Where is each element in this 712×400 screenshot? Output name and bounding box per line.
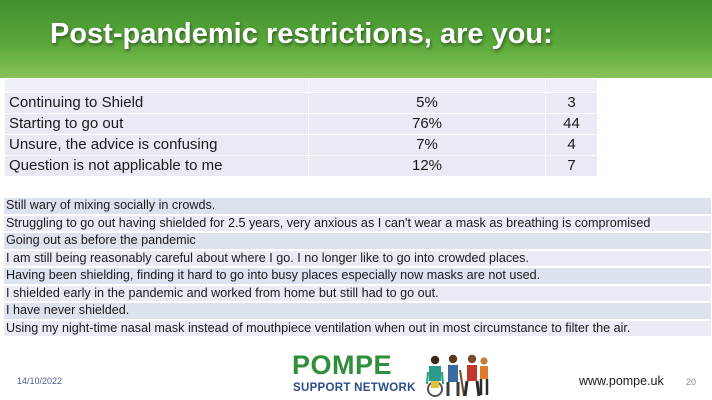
footer-url: www.pompe.uk xyxy=(579,374,664,388)
page-number: 20 xyxy=(686,377,697,387)
answer-cell: Question is not applicable to me xyxy=(5,156,309,177)
comments-table xyxy=(4,198,711,338)
results-table xyxy=(4,78,598,177)
comment-row xyxy=(4,232,711,250)
logo-tagline: SUPPORT NETWORK xyxy=(293,382,416,394)
count-cell: 7 xyxy=(546,156,598,177)
comment-row xyxy=(4,320,711,338)
table-row xyxy=(5,156,598,177)
table-row xyxy=(5,114,598,135)
footer-date: 14/10/2022 xyxy=(17,376,63,386)
percent-cell: 5% xyxy=(309,93,546,114)
comment-text: I have never shielded. xyxy=(4,302,711,320)
percent-cell: 76% xyxy=(309,114,546,135)
table-row xyxy=(5,135,598,156)
comment-text: Using my night-time nasal mask instead of mouthpiece ventilation when out in most circumstance to filter the air. xyxy=(4,320,711,338)
comment-text: Having been shielding, finding it hard to go into busy places especially now masks are not used. xyxy=(4,267,711,285)
comment-text: Going out as before the pandemic xyxy=(4,232,711,250)
count-cell: 4 xyxy=(546,135,598,156)
answer-cell: Continuing to Shield xyxy=(5,93,309,114)
comment-row xyxy=(4,302,711,320)
comment-row xyxy=(4,250,711,268)
table-row xyxy=(5,93,598,114)
count-cell: 3 xyxy=(546,93,598,114)
comment-text: Still wary of mixing socially in crowds. xyxy=(4,198,711,215)
comment-row xyxy=(4,198,711,215)
percent-cell: 7% xyxy=(309,135,546,156)
comment-row xyxy=(4,215,711,233)
comment-text: Struggling to go out having shielded for 2.5 years, very anxious as I can't wear a mask as breathing is compromised xyxy=(4,215,711,233)
pompe-logo xyxy=(292,352,492,398)
logo-name: POMPE xyxy=(292,350,393,380)
answer-cell: Starting to go out xyxy=(5,114,309,135)
answer-cell: Unsure, the advice is confusing xyxy=(5,135,309,156)
count-cell: 44 xyxy=(546,114,598,135)
comment-row xyxy=(4,267,711,285)
comment-text: I am still being reasonably careful about where I go. I no longer like to go into crowded places. xyxy=(4,250,711,268)
comment-row xyxy=(4,285,711,303)
comment-text: I shielded early in the pandemic and worked from home but still had to go out. xyxy=(4,285,711,303)
percent-cell: 12% xyxy=(309,156,546,177)
people-group-icon xyxy=(426,352,490,398)
slide-title: Post-pandemic restrictions, are you: xyxy=(50,18,553,50)
results-header-row xyxy=(5,79,598,93)
